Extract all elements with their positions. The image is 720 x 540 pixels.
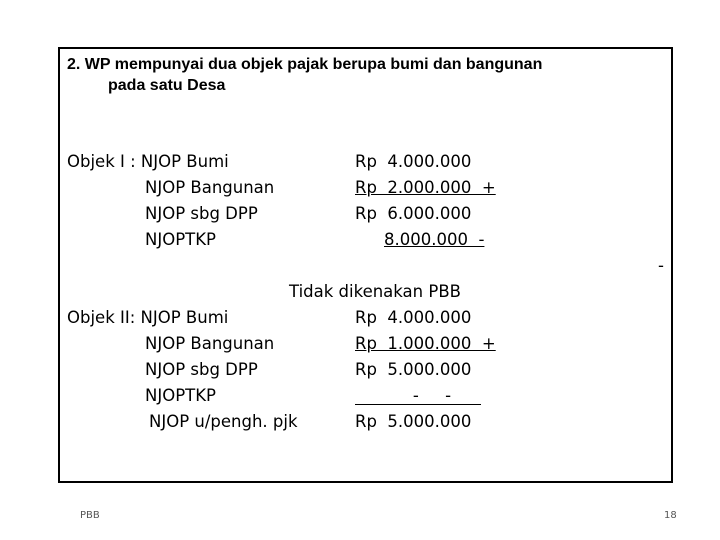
title-line-1: 2. WP mempunyai dua objek pajak berupa bumi dan bangunan <box>67 56 543 73</box>
objek2-row-njoptkp: NJOPTKP <box>145 386 216 405</box>
objek1-value-njoptkp: 8.000.000 - <box>384 230 485 249</box>
objek2-value-dpp: Rp 5.000.000 <box>355 360 472 379</box>
objek1-row-njop-bangunan: NJOP Bangunan <box>145 178 275 197</box>
objek1-row-njoptkp: NJOPTKP <box>145 230 216 249</box>
objek2-label: Objek II: NJOP Bumi <box>67 308 229 327</box>
objek1-row-njop-dpp: NJOP sbg DPP <box>145 204 258 223</box>
objek1-label: Objek I : NJOP Bumi <box>67 152 229 171</box>
objek2-value-njoptkp-dashes: - - <box>412 386 452 405</box>
objek2-value-pengh: Rp 5.000.000 <box>355 412 472 431</box>
objek1-trailing-dash: - <box>658 256 664 275</box>
objek2-value-bumi: Rp 4.000.000 <box>355 308 472 327</box>
objek1-value-bangunan: Rp 2.000.000 + <box>355 178 496 197</box>
footer-label: PBB <box>80 510 100 521</box>
objek2-value-njoptkp <box>355 386 481 405</box>
objek2-row-njop-pengh: NJOP u/pengh. pjk <box>149 412 298 431</box>
title-line-2: pada satu Desa <box>108 77 226 94</box>
objek2-row-njop-bangunan: NJOP Bangunan <box>145 334 275 353</box>
objek1-value-bumi: Rp 4.000.000 <box>355 152 472 171</box>
objek2-row-njop-dpp: NJOP sbg DPP <box>145 360 258 379</box>
page-number: 18 <box>664 510 677 521</box>
objek2-value-bangunan: Rp 1.000.000 + <box>355 334 496 353</box>
objek1-value-dpp: Rp 6.000.000 <box>355 204 472 223</box>
objek1-conclusion: Tidak dikenakan PBB <box>289 282 461 301</box>
